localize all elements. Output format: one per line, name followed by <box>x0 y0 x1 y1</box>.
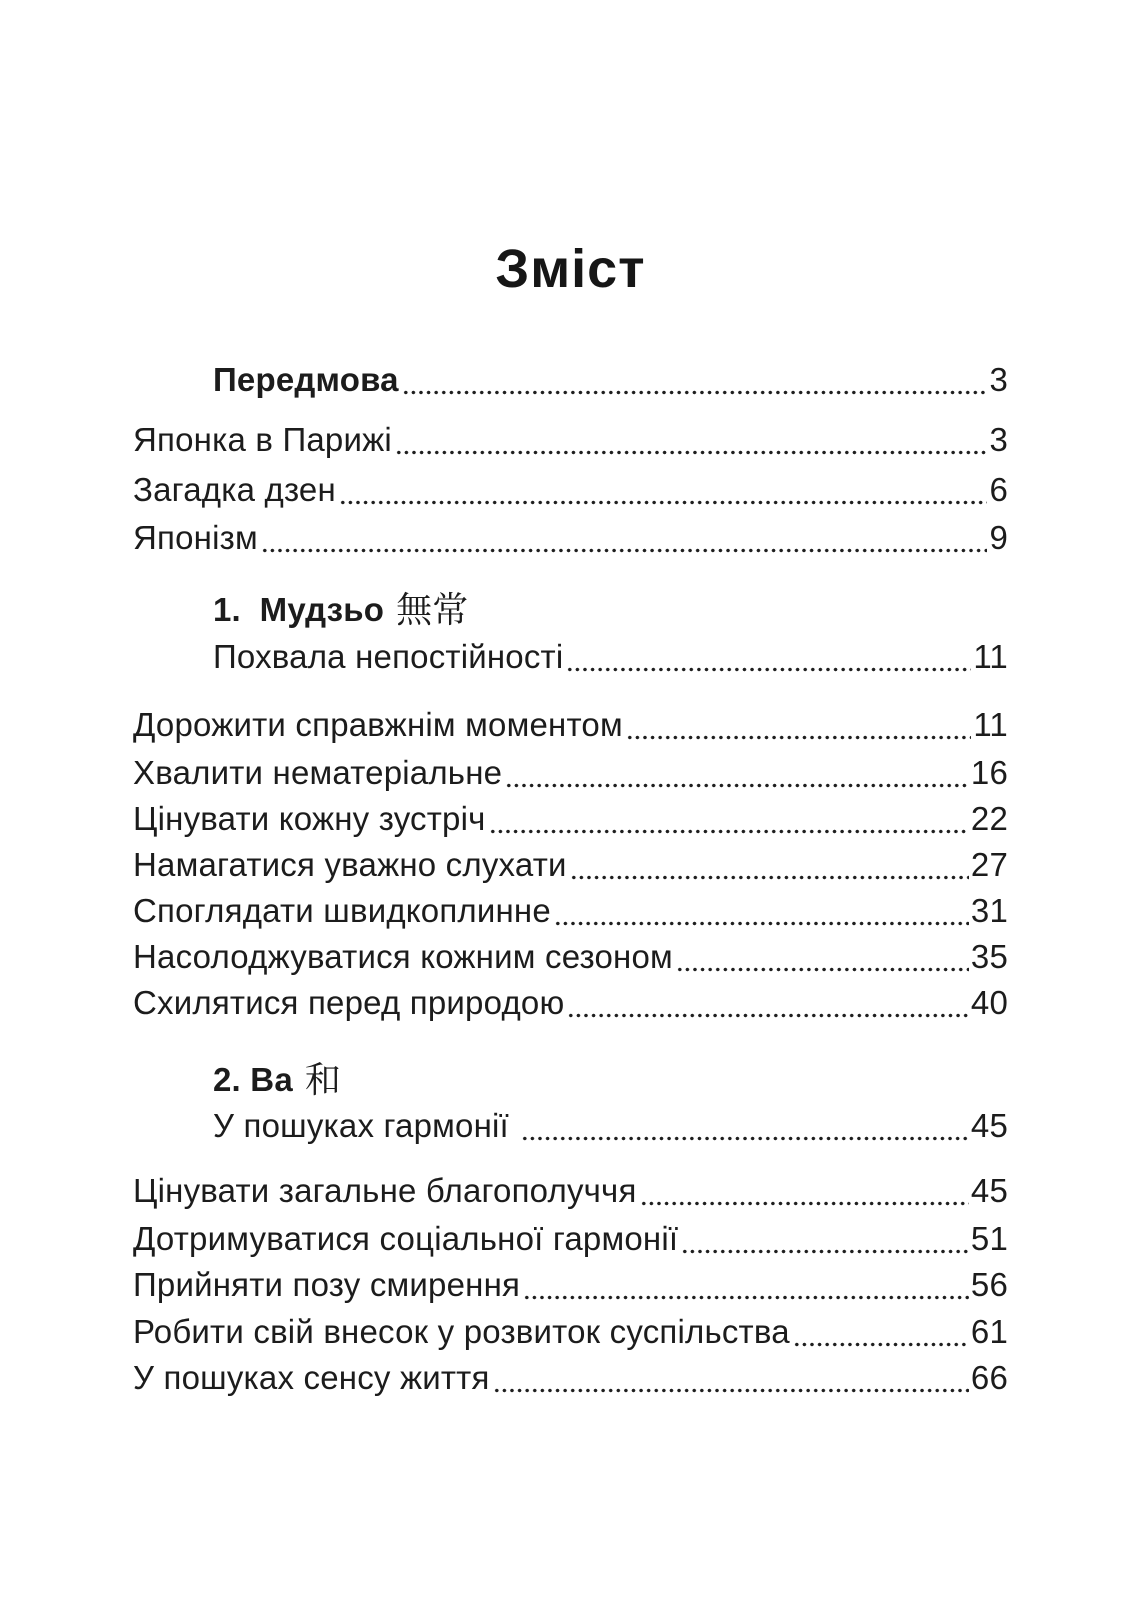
dot-leader <box>793 1341 969 1348</box>
dot-leader <box>493 1387 969 1394</box>
toc-entry <box>133 1168 1008 1214</box>
toc-entry <box>133 515 1008 561</box>
toc-entry-page-number: 66 <box>970 1359 1008 1396</box>
toc-entry <box>213 634 1008 680</box>
toc-entry-page-number: 45 <box>970 1172 1008 1209</box>
toc-entry-page-number: 31 <box>970 892 1008 929</box>
toc-entry-label: Намагатися уважно слухати <box>133 846 567 883</box>
toc-entry-label: Дорожити справжнім моментом <box>133 706 623 743</box>
toc-entry-page-number: 11 <box>973 638 1008 675</box>
toc-entry-page-number: 6 <box>989 471 1008 508</box>
toc-entry <box>213 357 1008 403</box>
toc-entry <box>133 934 1008 980</box>
dot-leader <box>676 966 969 973</box>
toc-entry-label: Насолоджуватися кожним сезоном <box>133 938 673 975</box>
toc-entry-label: Робити свій внесок у розвиток суспільства <box>133 1313 790 1350</box>
toc-entry-label: Дотримуватися соціальної гармонії <box>133 1220 679 1257</box>
toc-entry-page-number: 11 <box>973 706 1008 743</box>
dot-leader <box>339 499 988 506</box>
toc-entry-page-number: 22 <box>970 800 1008 837</box>
toc-entry <box>133 888 1008 934</box>
toc-entry-label: У пошуках сенсу життя <box>133 1359 490 1396</box>
toc-entry-label: 2. Ва <box>213 1061 293 1098</box>
toc-entry <box>213 1057 1008 1103</box>
dot-leader <box>395 449 988 456</box>
toc-entry-label: У пошуках гармонії <box>213 1107 519 1144</box>
toc-entry <box>133 796 1008 842</box>
toc-entry <box>133 842 1008 888</box>
toc-entry-label: Загадка дзен <box>133 471 336 508</box>
page-title: Зміст <box>495 239 646 299</box>
toc-entry <box>133 467 1008 513</box>
toc-entry-label: Схилятися перед природою <box>133 984 565 1021</box>
toc-list <box>133 357 1008 1401</box>
toc-entry-label: Передмова <box>213 361 399 398</box>
toc-entry <box>133 1355 1008 1401</box>
toc-entry-label: Японка в Парижі <box>133 421 392 458</box>
toc-entry <box>133 980 1008 1026</box>
toc-entry-page-number: 61 <box>970 1313 1008 1350</box>
toc-entry <box>133 750 1008 796</box>
toc-entry-page-number: 3 <box>989 361 1008 398</box>
dot-leader <box>570 874 969 881</box>
toc-entry-label: Споглядати швидкоплинне <box>133 892 551 929</box>
toc-entry <box>213 587 1008 633</box>
toc-entry-kanji: 和 <box>304 1059 342 1100</box>
toc-entry <box>133 1216 1008 1262</box>
toc-entry-label: Прийняти позу смирення <box>133 1266 521 1303</box>
dot-leader <box>505 782 969 789</box>
dot-leader <box>523 1294 969 1301</box>
toc-entry-page-number: 27 <box>970 846 1008 883</box>
toc-entry-label: Хвалити нематеріальне <box>133 754 503 791</box>
toc-entry-page-number: 40 <box>970 984 1008 1021</box>
toc-entry-label: Цінувати загальне благополуччя <box>133 1172 637 1209</box>
dot-leader <box>261 547 988 554</box>
toc-entry-page-number: 45 <box>970 1107 1008 1144</box>
dot-leader <box>489 828 969 835</box>
dot-leader <box>626 734 971 741</box>
dot-leader <box>681 1248 969 1255</box>
dot-leader <box>640 1200 969 1207</box>
dot-leader <box>566 666 971 673</box>
toc-entry-page-number: 56 <box>970 1266 1008 1303</box>
toc-entry <box>213 1103 1008 1149</box>
toc-entry-label: 1. Мудзьо <box>213 591 385 628</box>
toc-entry <box>133 702 1008 748</box>
toc-entry-page-number: 16 <box>970 754 1008 791</box>
toc-entry-page-number: 9 <box>989 519 1008 556</box>
toc-entry-page-number: 3 <box>989 421 1008 458</box>
dot-leader <box>521 1135 969 1142</box>
toc-entry-page-number: 51 <box>970 1220 1008 1257</box>
dot-leader <box>402 389 988 396</box>
toc-entry-page-number: 35 <box>970 938 1008 975</box>
toc-entry <box>133 1309 1008 1355</box>
dot-leader <box>567 1012 968 1019</box>
toc-entry-kanji: 無常 <box>396 589 469 630</box>
dot-leader <box>554 920 969 927</box>
toc-entry-label: Похвала непостійності <box>213 638 564 675</box>
toc-entry-label: Японізм <box>133 519 258 556</box>
toc-entry-label: Цінувати кожну зустріч <box>133 800 486 837</box>
toc-entry <box>133 417 1008 463</box>
toc-entry <box>133 1262 1008 1308</box>
